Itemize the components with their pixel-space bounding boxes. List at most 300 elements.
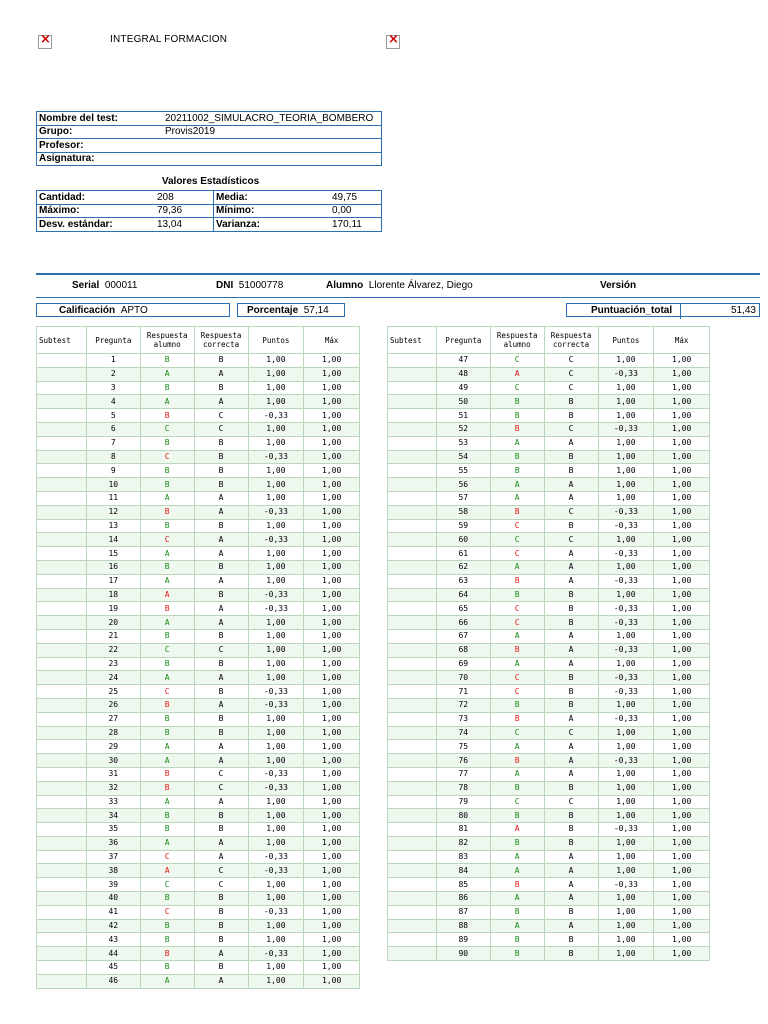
cell-subtest: [37, 657, 87, 671]
cell-puntos: -0,33: [598, 878, 654, 892]
cell-respuesta-correcta: A: [194, 602, 248, 616]
stat-value: 13,04: [157, 218, 183, 230]
cell-puntos: -0,33: [248, 602, 304, 616]
cell-max: 1,00: [654, 464, 710, 478]
cell-max: 1,00: [304, 464, 360, 478]
col-max: Máx: [304, 327, 360, 354]
cell-respuesta-alumno: C: [140, 685, 194, 699]
cell-max: 1,00: [654, 547, 710, 561]
cell-pregunta: 19: [86, 602, 140, 616]
answers-table-right: [387, 326, 710, 961]
cell-puntos: -0,33: [598, 602, 654, 616]
table-row: [37, 367, 360, 381]
table-row: [388, 491, 710, 505]
cell-subtest: [37, 947, 87, 961]
table-row: [388, 698, 710, 712]
cell-puntos: 1,00: [598, 450, 654, 464]
test-info-value: Provis2019: [163, 125, 382, 139]
cell-max: 1,00: [304, 878, 360, 892]
cell-respuesta-alumno: A: [490, 823, 544, 837]
cell-respuesta-correcta: B: [544, 588, 598, 602]
cell-max: 1,00: [304, 629, 360, 643]
cell-puntos: 1,00: [598, 740, 654, 754]
cell-puntos: 1,00: [598, 381, 654, 395]
cell-puntos: 1,00: [598, 698, 654, 712]
cell-respuesta-correcta: B: [544, 671, 598, 685]
version-label: Versión: [600, 280, 637, 291]
cell-respuesta-correcta: C: [194, 409, 248, 423]
cell-respuesta-alumno: B: [490, 836, 544, 850]
cell-subtest: [388, 560, 437, 574]
cell-max: 1,00: [304, 961, 360, 975]
cell-max: 1,00: [304, 740, 360, 754]
cell-respuesta-correcta: A: [544, 754, 598, 768]
table-row: [388, 588, 710, 602]
table-row: [388, 464, 710, 478]
cell-respuesta-alumno: B: [140, 712, 194, 726]
cell-subtest: [37, 974, 87, 988]
stat-label: Media:: [214, 191, 331, 205]
cell-max: 1,00: [304, 823, 360, 837]
cell-puntos: 1,00: [248, 616, 304, 630]
cell-subtest: [37, 519, 87, 533]
cell-puntos: 1,00: [248, 933, 304, 947]
table-row: [388, 781, 710, 795]
cell-pregunta: 80: [436, 809, 490, 823]
cell-respuesta-alumno: B: [140, 560, 194, 574]
table-row: [388, 933, 710, 947]
col-subtest: Subtest: [37, 327, 87, 354]
cell-respuesta-alumno: C: [490, 795, 544, 809]
cell-pregunta: 28: [86, 726, 140, 740]
cell-respuesta-alumno: A: [140, 795, 194, 809]
table-row: [37, 409, 360, 423]
cell-max: 1,00: [304, 754, 360, 768]
cell-pregunta: 29: [86, 740, 140, 754]
cell-subtest: [388, 505, 437, 519]
table-row: [37, 547, 360, 561]
cell-pregunta: 56: [436, 478, 490, 492]
calificacion-label: Calificación: [59, 305, 116, 316]
cell-respuesta-correcta: B: [194, 919, 248, 933]
cell-subtest: [37, 864, 87, 878]
cell-respuesta-alumno: C: [490, 519, 544, 533]
cell-puntos: -0,33: [248, 685, 304, 699]
cell-pregunta: 82: [436, 836, 490, 850]
cell-respuesta-alumno: C: [490, 381, 544, 395]
cell-subtest: [37, 505, 87, 519]
cell-max: 1,00: [654, 933, 710, 947]
cell-respuesta-correcta: A: [544, 740, 598, 754]
table-row: [37, 947, 360, 961]
cell-max: 1,00: [304, 919, 360, 933]
cell-pregunta: 16: [86, 560, 140, 574]
page-title: INTEGRAL FORMACION: [110, 34, 228, 45]
cell-max: 1,00: [304, 726, 360, 740]
stats-title: Valores Estadísticos: [161, 176, 260, 187]
table-row: [388, 850, 710, 864]
cell-respuesta-alumno: A: [140, 974, 194, 988]
cell-respuesta-correcta: B: [544, 823, 598, 837]
cell-pregunta: 62: [436, 560, 490, 574]
calificacion-box: [36, 303, 230, 317]
cell-puntos: 1,00: [598, 436, 654, 450]
cell-max: 1,00: [304, 850, 360, 864]
cell-subtest: [388, 905, 437, 919]
cell-puntos: 1,00: [248, 809, 304, 823]
cell-puntos: 1,00: [248, 878, 304, 892]
cell-respuesta-alumno: A: [140, 671, 194, 685]
table-row: [37, 491, 360, 505]
cell-pregunta: 6: [86, 422, 140, 436]
cell-puntos: -0,33: [248, 505, 304, 519]
dni-value: 51000778: [238, 280, 284, 291]
stat-value: 49,75: [330, 191, 382, 205]
test-info-label: Nombre del test:: [37, 112, 164, 126]
cell-subtest: [37, 836, 87, 850]
cell-subtest: [37, 698, 87, 712]
cell-respuesta-alumno: A: [140, 588, 194, 602]
cell-pregunta: 27: [86, 712, 140, 726]
porcentaje-label: Porcentaje: [247, 305, 299, 316]
cell-pregunta: 59: [436, 519, 490, 533]
cell-puntos: -0,33: [598, 519, 654, 533]
cell-pregunta: 55: [436, 464, 490, 478]
cell-respuesta-correcta: A: [544, 643, 598, 657]
cell-pregunta: 78: [436, 781, 490, 795]
cell-respuesta-alumno: A: [140, 836, 194, 850]
cell-max: 1,00: [304, 367, 360, 381]
cell-respuesta-alumno: C: [490, 533, 544, 547]
table-row: [37, 450, 360, 464]
cell-pregunta: 18: [86, 588, 140, 602]
cell-respuesta-correcta: B: [544, 933, 598, 947]
cell-subtest: [388, 726, 437, 740]
cell-respuesta-alumno: A: [490, 919, 544, 933]
cell-pregunta: 52: [436, 422, 490, 436]
cell-pregunta: 42: [86, 919, 140, 933]
cell-puntos: -0,33: [248, 533, 304, 547]
cell-subtest: [388, 643, 437, 657]
cell-max: 1,00: [304, 657, 360, 671]
cell-respuesta-alumno: B: [140, 919, 194, 933]
dni-label: DNI: [216, 280, 234, 291]
cell-pregunta: 13: [86, 519, 140, 533]
col-puntos: Puntos: [598, 327, 654, 354]
cell-puntos: 1,00: [248, 657, 304, 671]
cell-subtest: [37, 450, 87, 464]
cell-respuesta-correcta: A: [544, 574, 598, 588]
cell-puntos: -0,33: [598, 367, 654, 381]
cell-subtest: [37, 381, 87, 395]
cell-respuesta-alumno: C: [140, 450, 194, 464]
cell-subtest: [388, 395, 437, 409]
broken-image-icon: [38, 35, 52, 49]
cell-respuesta-correcta: C: [194, 422, 248, 436]
test-info-table: [36, 111, 382, 166]
cell-subtest: [37, 961, 87, 975]
cell-max: 1,00: [304, 795, 360, 809]
table-row: [388, 657, 710, 671]
cell-max: 1,00: [304, 685, 360, 699]
col-respuesta-alumno: Respuesta alumno: [490, 327, 544, 354]
col-respuesta-alumno: Respuesta alumno: [140, 327, 194, 354]
table-row: [388, 836, 710, 850]
cell-pregunta: 77: [436, 767, 490, 781]
cell-subtest: [388, 409, 437, 423]
version-field: [600, 280, 636, 291]
cell-subtest: [37, 823, 87, 837]
cell-puntos: -0,33: [598, 547, 654, 561]
serial-field: [72, 280, 137, 291]
cell-max: 1,00: [304, 560, 360, 574]
cell-max: 1,00: [654, 409, 710, 423]
col-pregunta: Pregunta: [436, 327, 490, 354]
cell-pregunta: 44: [86, 947, 140, 961]
cell-puntos: 1,00: [598, 905, 654, 919]
cell-subtest: [388, 436, 437, 450]
table-row: [388, 505, 710, 519]
cell-pregunta: 51: [436, 409, 490, 423]
cell-respuesta-correcta: C: [544, 422, 598, 436]
table-row: [37, 974, 360, 988]
cell-max: 1,00: [304, 409, 360, 423]
table-row: [37, 864, 360, 878]
table-row: [37, 905, 360, 919]
table-row: [37, 478, 360, 492]
cell-pregunta: 84: [436, 864, 490, 878]
cell-respuesta-alumno: B: [140, 354, 194, 368]
cell-puntos: -0,33: [248, 767, 304, 781]
cell-subtest: [388, 933, 437, 947]
cell-respuesta-correcta: A: [194, 533, 248, 547]
cell-pregunta: 89: [436, 933, 490, 947]
cell-pregunta: 12: [86, 505, 140, 519]
cell-respuesta-alumno: A: [140, 740, 194, 754]
cell-respuesta-alumno: C: [140, 878, 194, 892]
test-info-value: 20211002_SIMULACRO_TEORIA_BOMBERO: [163, 112, 382, 126]
table-row: [37, 588, 360, 602]
cell-respuesta-correcta: B: [194, 354, 248, 368]
cell-puntos: 1,00: [248, 726, 304, 740]
cell-puntos: 1,00: [598, 726, 654, 740]
cell-respuesta-correcta: B: [194, 519, 248, 533]
table-row: [388, 574, 710, 588]
cell-pregunta: 7: [86, 436, 140, 450]
cell-respuesta-correcta: A: [544, 547, 598, 561]
cell-pregunta: 31: [86, 767, 140, 781]
cell-subtest: [388, 781, 437, 795]
table-row: [37, 616, 360, 630]
stat-label: Desv. estándar:: [39, 218, 113, 230]
cell-pregunta: 23: [86, 657, 140, 671]
cell-pregunta: 57: [436, 491, 490, 505]
cell-max: 1,00: [654, 657, 710, 671]
cell-pregunta: 75: [436, 740, 490, 754]
cell-pregunta: 4: [86, 395, 140, 409]
cell-respuesta-correcta: A: [194, 574, 248, 588]
cell-puntos: 1,00: [598, 947, 654, 961]
stats-table: [36, 190, 382, 232]
cell-respuesta-correcta: B: [194, 450, 248, 464]
cell-max: 1,00: [654, 767, 710, 781]
cell-pregunta: 83: [436, 850, 490, 864]
cell-respuesta-correcta: B: [194, 657, 248, 671]
cell-respuesta-alumno: C: [140, 905, 194, 919]
cell-pregunta: 15: [86, 547, 140, 561]
cell-puntos: 1,00: [598, 809, 654, 823]
cell-max: 1,00: [654, 781, 710, 795]
cell-pregunta: 76: [436, 754, 490, 768]
test-info-label: Asignatura:: [39, 153, 95, 165]
cell-respuesta-correcta: B: [544, 616, 598, 630]
cell-respuesta-correcta: A: [544, 712, 598, 726]
cell-max: 1,00: [654, 823, 710, 837]
cell-respuesta-alumno: A: [490, 367, 544, 381]
cell-subtest: [37, 919, 87, 933]
cell-pregunta: 35: [86, 823, 140, 837]
cell-max: 1,00: [654, 754, 710, 768]
cell-subtest: [37, 602, 87, 616]
cell-max: 1,00: [304, 974, 360, 988]
cell-puntos: 1,00: [248, 547, 304, 561]
cell-respuesta-correcta: C: [194, 767, 248, 781]
cell-max: 1,00: [304, 809, 360, 823]
cell-pregunta: 9: [86, 464, 140, 478]
cell-pregunta: 26: [86, 698, 140, 712]
cell-respuesta-alumno: B: [140, 961, 194, 975]
cell-subtest: [37, 533, 87, 547]
cell-subtest: [37, 905, 87, 919]
cell-respuesta-correcta: B: [194, 961, 248, 975]
table-row: [388, 422, 710, 436]
cell-pregunta: 39: [86, 878, 140, 892]
test-info-label: Grupo:: [37, 125, 164, 139]
cell-puntos: 1,00: [248, 422, 304, 436]
table-row: [37, 602, 360, 616]
cell-subtest: [37, 809, 87, 823]
cell-max: 1,00: [304, 781, 360, 795]
cell-max: 1,00: [304, 395, 360, 409]
col-puntos: Puntos: [248, 327, 304, 354]
cell-max: 1,00: [654, 616, 710, 630]
cell-respuesta-correcta: C: [544, 726, 598, 740]
cell-max: 1,00: [304, 519, 360, 533]
table-row: [37, 574, 360, 588]
cell-puntos: 1,00: [598, 836, 654, 850]
cell-puntos: -0,33: [248, 850, 304, 864]
cell-puntos: 1,00: [248, 892, 304, 906]
cell-puntos: 1,00: [248, 629, 304, 643]
cell-pregunta: 54: [436, 450, 490, 464]
cell-respuesta-correcta: A: [544, 878, 598, 892]
table-row: [37, 850, 360, 864]
cell-max: 1,00: [304, 422, 360, 436]
test-info-value: [163, 152, 382, 166]
cell-subtest: [388, 823, 437, 837]
cell-pregunta: 61: [436, 547, 490, 561]
cell-subtest: [388, 671, 437, 685]
table-row: [388, 823, 710, 837]
cell-respuesta-correcta: B: [544, 685, 598, 699]
cell-pregunta: 68: [436, 643, 490, 657]
table-row: [37, 685, 360, 699]
cell-puntos: 1,00: [248, 519, 304, 533]
table-row: [37, 643, 360, 657]
table-row: [388, 905, 710, 919]
col-respuesta-correcta: Respuesta correcta: [194, 327, 248, 354]
cell-subtest: [37, 422, 87, 436]
table-row: [388, 809, 710, 823]
cell-respuesta-alumno: B: [490, 878, 544, 892]
cell-respuesta-correcta: B: [544, 947, 598, 961]
cell-respuesta-correcta: B: [194, 436, 248, 450]
cell-respuesta-alumno: B: [140, 781, 194, 795]
cell-respuesta-correcta: B: [194, 588, 248, 602]
cell-puntos: 1,00: [598, 933, 654, 947]
cell-pregunta: 5: [86, 409, 140, 423]
cell-respuesta-correcta: C: [544, 505, 598, 519]
cell-puntos: -0,33: [598, 574, 654, 588]
table-row: [388, 450, 710, 464]
cell-pregunta: 58: [436, 505, 490, 519]
stat-value: 170,11: [332, 218, 362, 230]
test-info-row: [37, 152, 382, 166]
table-row: [388, 381, 710, 395]
cell-puntos: 1,00: [598, 767, 654, 781]
cell-max: 1,00: [304, 933, 360, 947]
col-max: Máx: [654, 327, 710, 354]
cell-subtest: [388, 740, 437, 754]
cell-subtest: [37, 712, 87, 726]
cell-pregunta: 17: [86, 574, 140, 588]
cell-respuesta-alumno: A: [490, 740, 544, 754]
stat-value: 79,36: [155, 204, 214, 218]
cell-puntos: 1,00: [598, 919, 654, 933]
table-row: [37, 961, 360, 975]
cell-respuesta-alumno: C: [140, 422, 194, 436]
cell-respuesta-correcta: B: [544, 905, 598, 919]
cell-subtest: [388, 698, 437, 712]
table-row: [388, 864, 710, 878]
cell-respuesta-correcta: B: [544, 464, 598, 478]
cell-respuesta-correcta: C: [544, 381, 598, 395]
stat-label: Cantidad:: [37, 191, 156, 205]
cell-puntos: -0,33: [248, 781, 304, 795]
cell-subtest: [388, 754, 437, 768]
cell-subtest: [37, 643, 87, 657]
cell-max: 1,00: [654, 919, 710, 933]
cell-puntos: 1,00: [598, 464, 654, 478]
cell-respuesta-alumno: B: [140, 809, 194, 823]
test-info-row: [37, 139, 382, 153]
cell-max: 1,00: [304, 354, 360, 368]
cell-respuesta-alumno: A: [490, 657, 544, 671]
cell-respuesta-correcta: B: [544, 409, 598, 423]
cell-max: 1,00: [654, 698, 710, 712]
alumno-field: [326, 280, 473, 291]
table-row: [37, 781, 360, 795]
cell-puntos: 1,00: [248, 574, 304, 588]
cell-subtest: [388, 629, 437, 643]
cell-max: 1,00: [654, 436, 710, 450]
cell-puntos: -0,33: [598, 505, 654, 519]
cell-max: 1,00: [654, 395, 710, 409]
cell-respuesta-correcta: A: [194, 947, 248, 961]
cell-subtest: [388, 878, 437, 892]
cell-max: 1,00: [654, 740, 710, 754]
cell-subtest: [388, 450, 437, 464]
